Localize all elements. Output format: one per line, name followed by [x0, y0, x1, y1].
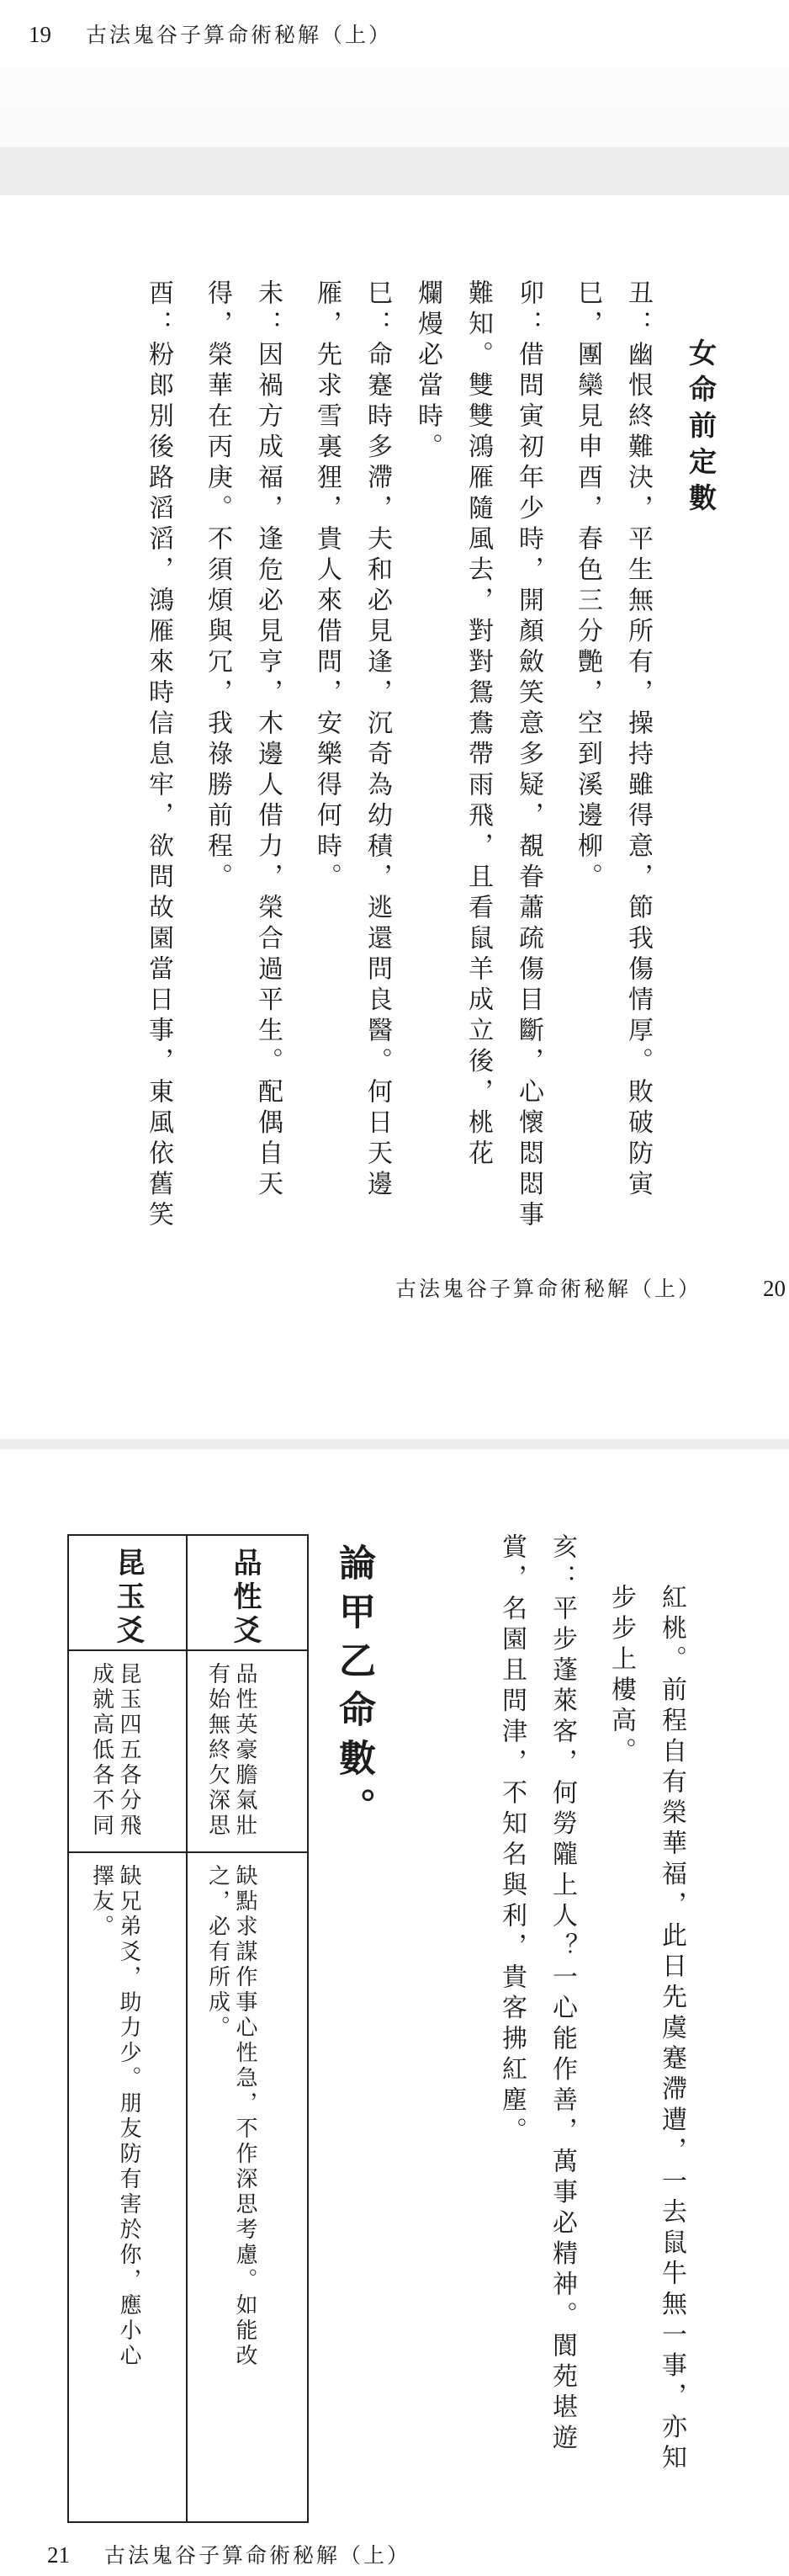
- section-title: 女命前定數: [685, 338, 718, 519]
- page-footer: [395, 1272, 786, 1303]
- page-19: [0, 0, 789, 147]
- text-column: 亥：平步蓬萊客，何勞隴上人？一心能作善，萬事必精神。閬苑堪遊: [548, 1533, 577, 2455]
- text-column: 酉：粉郎別後路滔滔，鴻雁來時信息牢，欲問故園當日事，東風依舊笑: [144, 279, 173, 1232]
- text-column: 巳：命蹇時多滯，夫和必見逢，沉奇為幼積，逃還問良醫。何日天邊: [363, 279, 392, 1201]
- text-column: 步步上樓高。: [606, 1584, 636, 1768]
- page-header: [29, 19, 392, 49]
- page-20: [0, 195, 789, 1439]
- page-number: 20: [762, 1276, 786, 1301]
- section-title: 論甲乙命數。: [332, 1543, 375, 1836]
- text-column: 得，榮華在丙庚。不須煩與冗，我祿勝前程。: [203, 279, 232, 894]
- text-column: 賞，名園且問津，不知名與利，貴客拂紅塵。: [497, 1533, 527, 2148]
- page-number: 19: [29, 22, 51, 47]
- row-verse: 昆玉四五各分飛 成就高低各不同: [88, 1662, 141, 1839]
- row-explanation: 缺點求謀作事心性急，不作深思考慮。如能改 之，必有所成。: [204, 1864, 257, 2369]
- text-column: 巳，團欒見申酉，春色三分艷，空到溪邊柳。: [573, 279, 602, 894]
- row-name: 昆玉爻: [111, 1548, 145, 1649]
- row-name: 品性爻: [228, 1548, 262, 1649]
- text-column: 難知。雙雙鴻雁隨風去，對對鴛鴦帶雨飛，且看鼠羊成立後，桃花: [463, 279, 493, 1171]
- table-divider: [69, 1649, 307, 1651]
- page-number: 21: [47, 2542, 70, 2568]
- text-column: 丑：幽恨終難決，平生無所有，操持雖得意，節我傷情厚。敗破防寅: [623, 279, 653, 1201]
- text-column: 爛熳必當時。: [413, 279, 442, 464]
- table-divider: [69, 1851, 307, 1853]
- text-column: 紅桃。前程自有榮華福，此日先虞蹇滯遭，一去鼠牛無一事，亦知: [657, 1584, 686, 2475]
- fate-table: [67, 1534, 309, 2523]
- text-column: 卯：借問寅初年少時，開顏斂笑意多疑，覩眷蕭疏傷目斷，心懷悶悶事: [514, 279, 543, 1232]
- book-title: 古法鬼谷子算命術秘解（上）: [85, 23, 392, 47]
- text-column: 未：因禍方成福，逢危必見亨，木邊人借力，榮合過平生。配偶自天: [253, 279, 283, 1201]
- book-title: 古法鬼谷子算命術秘解（上）: [395, 1277, 702, 1301]
- row-explanation: 缺兄弟爻，助力少。朋友防有害於你，應小心 擇友。: [88, 1864, 141, 2369]
- table-divider: [186, 1536, 188, 2521]
- text-column: 雁，先求雪裏狸，貴人來借問，安樂得何時。: [312, 279, 342, 894]
- book-title: 古法鬼谷子算命術秘解（上）: [103, 2543, 410, 2568]
- row-verse: 品性英豪膽氣壯 有始無終欠深思: [204, 1662, 257, 1839]
- page-21: [0, 1449, 789, 2576]
- page-footer: [47, 2539, 410, 2569]
